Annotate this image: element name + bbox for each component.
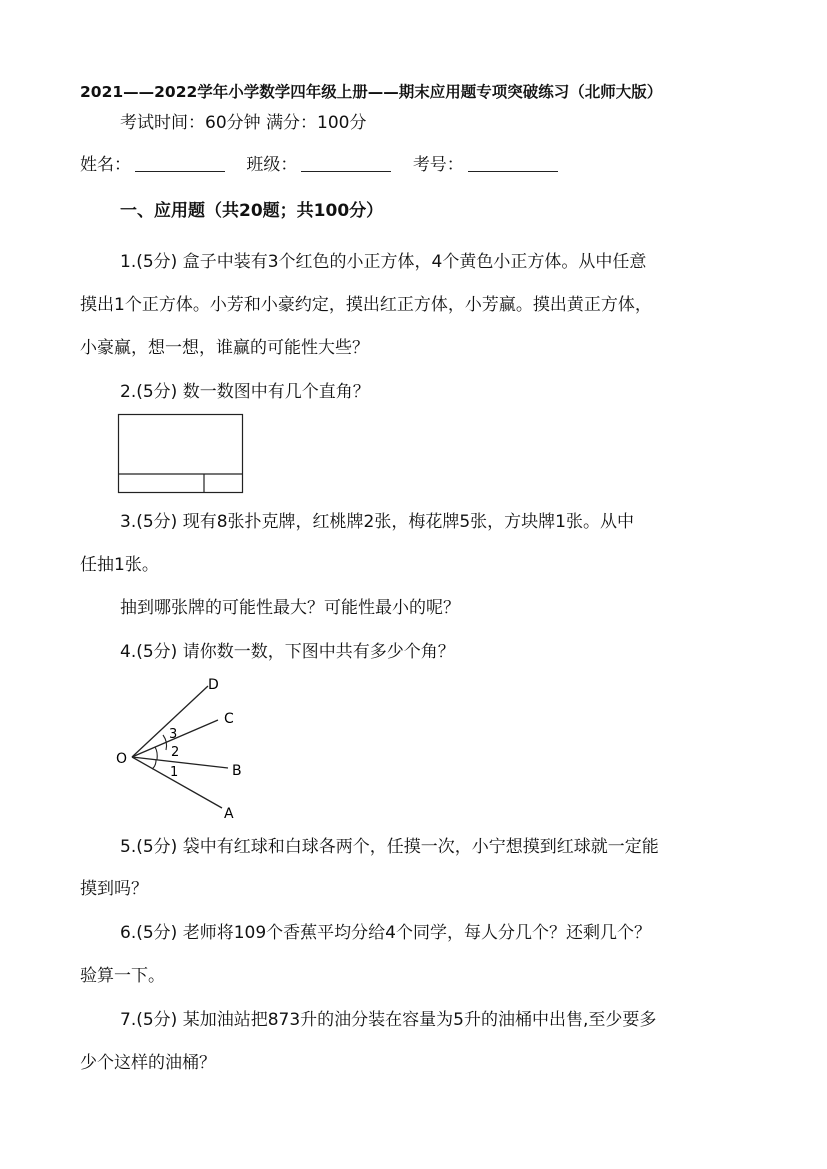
name-field[interactable] bbox=[135, 153, 225, 172]
q4-line-1: 4.(5分) 请你数一数，下图中共有多少个角？ bbox=[120, 642, 455, 662]
exam-info: 考试时间：60分钟 满分：100分 bbox=[120, 113, 367, 133]
angle-figure bbox=[112, 672, 252, 824]
ray-b bbox=[132, 757, 228, 768]
vertex-label-o: O bbox=[116, 751, 128, 767]
ray-label-b: B bbox=[232, 763, 242, 779]
q2-line-1: 2.(5分) 数一数图中有几个直角？ bbox=[120, 382, 370, 402]
q3-line-1: 3.(5分) 现有8张扑克牌，红桃牌2张，梅花牌5张，方块牌1张。从中 bbox=[120, 512, 634, 532]
number-label: 考号： bbox=[412, 155, 464, 175]
ray-label-c: C bbox=[224, 711, 234, 727]
q3-line-3: 抽到哪张牌的可能性最大？可能性最小的呢？ bbox=[120, 598, 460, 618]
q1-line-1: 1.(5分) 盒子中装有3个红色的小正方体，4个黄色小正方体。从中任意 bbox=[120, 252, 647, 272]
class-label: 班级： bbox=[246, 155, 298, 175]
q3-line-2: 任抽1张。 bbox=[80, 555, 159, 575]
angle-label-2: 2 bbox=[171, 745, 180, 760]
angle-label-1: 1 bbox=[170, 765, 179, 780]
q5-line-1: 5.(5分) 袋中有红球和白球各两个，任摸一次，小宁想摸到红球就一定能 bbox=[120, 837, 659, 857]
section-heading: 一、应用题（共20题；共100分） bbox=[120, 201, 384, 221]
outer-rectangle bbox=[119, 415, 243, 493]
student-info-row bbox=[80, 153, 574, 177]
angle-arc-2 bbox=[155, 747, 157, 760]
ray-label-d: D bbox=[208, 677, 219, 693]
ray-label-a: A bbox=[224, 806, 234, 822]
angle-arc-1 bbox=[152, 760, 156, 769]
angle-label-3: 3 bbox=[169, 727, 178, 742]
name-label: 姓名： bbox=[80, 155, 131, 175]
class-field[interactable] bbox=[301, 153, 391, 172]
q6-line-1: 6.(5分) 老师将109个香蕉平均分给4个同学，每人分几个？还剩几个？ bbox=[120, 923, 651, 943]
number-field[interactable] bbox=[468, 153, 558, 172]
ray-d bbox=[132, 686, 208, 757]
q5-line-2: 摸到吗？ bbox=[80, 879, 148, 899]
q1-line-3: 小豪赢，想一想，谁赢的可能性大些？ bbox=[80, 338, 369, 358]
right-angle-figure bbox=[117, 413, 247, 497]
page-title: 2021——2022学年小学数学四年级上册——期末应用题专项突破练习（北师大版） bbox=[80, 83, 663, 101]
q6-line-2: 验算一下。 bbox=[80, 966, 165, 986]
q7-line-1: 7.(5分) 某加油站把873升的油分装在容量为5升的油桶中出售,至少要多 bbox=[120, 1010, 657, 1030]
q7-line-2: 少个这样的油桶？ bbox=[80, 1053, 216, 1073]
q1-line-2: 摸出1个正方体。小芳和小豪约定，摸出红正方体，小芳赢。摸出黄正方体， bbox=[80, 295, 652, 315]
